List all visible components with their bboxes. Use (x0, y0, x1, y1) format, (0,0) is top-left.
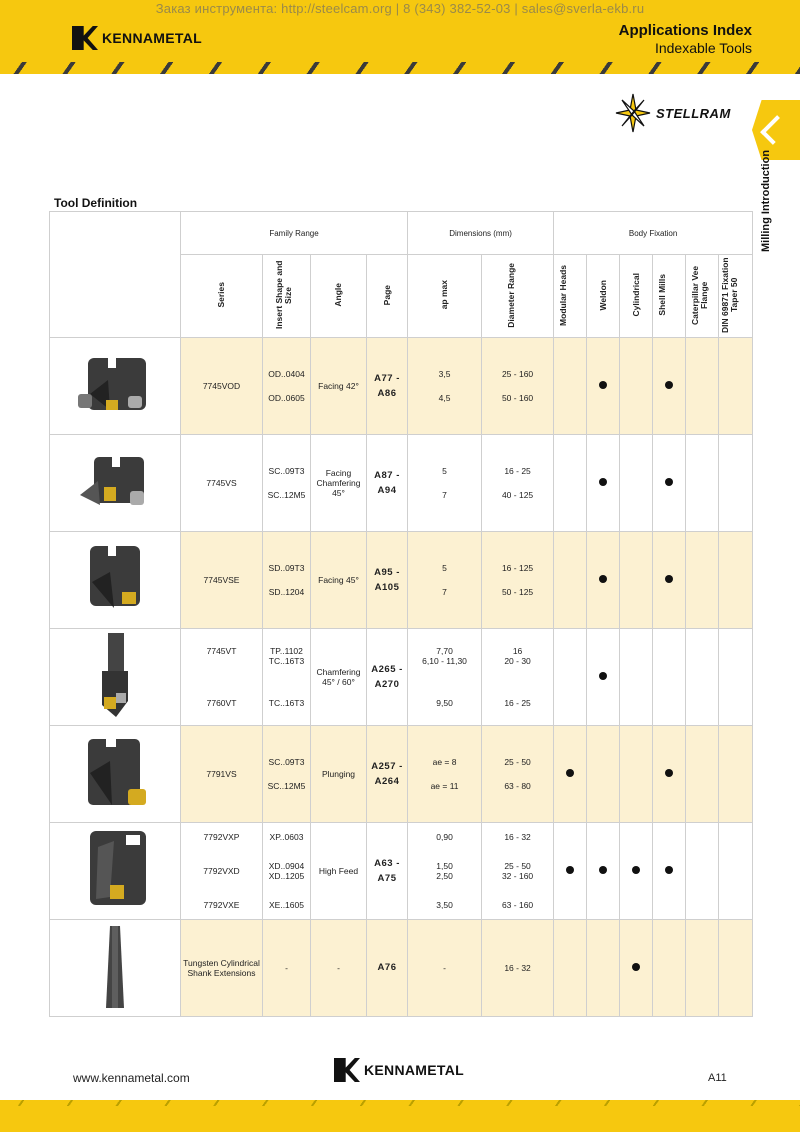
fix-modular (554, 338, 587, 435)
ap-cell: 7,70 6,10 - 11,30 9,50 (408, 629, 482, 726)
series-cell: 7745VSE (181, 532, 263, 629)
page-title: Applications Index (618, 22, 752, 39)
table-row (50, 823, 753, 920)
fix-din (719, 629, 753, 726)
tool-image-7791vs (50, 726, 181, 823)
col-caterpillar: Caterpillar Vee Flange (686, 255, 719, 338)
col-page: Page (367, 255, 408, 338)
table-row (50, 435, 753, 532)
fix-modular (554, 823, 587, 920)
fix-modular (554, 920, 587, 1017)
table-row (50, 920, 753, 1017)
fix-cylindrical (620, 338, 653, 435)
header-stripe (0, 62, 800, 74)
diameter-cell: 16 - 32 25 - 50 32 - 160 63 - 160 (482, 823, 554, 920)
series-cell: 7792VXP 7792VXD 7792VXE (181, 823, 263, 920)
fix-modular (554, 629, 587, 726)
fix-cylindrical (620, 823, 653, 920)
fixation-dot (665, 575, 673, 583)
page-ref-cell[interactable]: A63 - A75 (367, 823, 408, 920)
footer-kennametal-logo (334, 1058, 464, 1082)
kennametal-k-icon (72, 26, 98, 50)
diameter-cell: 16 - 25 40 - 125 (482, 435, 554, 532)
insert-cell: TP..1102 TC..16T3 TC..16T3 (263, 629, 311, 726)
fix-shell (653, 435, 686, 532)
ap-cell: ae = 8 ae = 11 (408, 726, 482, 823)
table-row (50, 338, 753, 435)
fix-cylindrical (620, 920, 653, 1017)
fixation-dot (599, 478, 607, 486)
stellram-star-icon (614, 92, 652, 134)
col-cylindrical: Cylindrical (620, 255, 653, 338)
fix-shell (653, 532, 686, 629)
footer-url[interactable]: www.kennametal.com (73, 1071, 190, 1085)
shank-extension-image (70, 922, 160, 1012)
fixation-dot (632, 866, 640, 874)
tool-definition-table (49, 211, 753, 1017)
footer-logo-text: KENNAMETAL (364, 1062, 464, 1078)
angle-cell: Facing 45° (311, 532, 367, 629)
fixation-dot (632, 963, 640, 971)
kennametal-logo-text: KENNAMETAL (102, 30, 202, 46)
fix-modular (554, 726, 587, 823)
footer-band (0, 1106, 800, 1132)
image-column-header (50, 212, 181, 338)
col-weldon: Weldon (587, 255, 620, 338)
fixation-dot (599, 672, 607, 680)
angle-cell: Facing 42° (311, 338, 367, 435)
series-cell: 7791VS (181, 726, 263, 823)
fixation-dot (599, 381, 607, 389)
table-row (50, 532, 753, 629)
insert-cell: - (263, 920, 311, 1017)
fix-caterpillar (686, 338, 719, 435)
fix-modular (554, 435, 587, 532)
fix-shell (653, 338, 686, 435)
page-ref-cell[interactable]: A87 - A94 (367, 435, 408, 532)
angle-cell: Facing Chamfering 45° (311, 435, 367, 532)
fixation-dot (665, 381, 673, 389)
col-diameter: Diameter Range (482, 255, 554, 338)
fixation-dot (665, 478, 673, 486)
tool-image-7745vs (50, 435, 181, 532)
side-section-label: Milling Introduction (760, 150, 772, 253)
tool-image-7745vt (50, 629, 181, 726)
fix-caterpillar (686, 823, 719, 920)
col-angle: Angle (311, 255, 367, 338)
insert-cell: XP..0603 XD..0904 XD..1205 XE..1605 (263, 823, 311, 920)
diameter-cell: 16 20 - 30 16 - 25 (482, 629, 554, 726)
fixation-dot (566, 769, 574, 777)
fixation-dot (665, 769, 673, 777)
fix-weldon (587, 726, 620, 823)
col-din: DIN 69871 Fixation Taper 50 (719, 255, 753, 338)
fix-cylindrical (620, 532, 653, 629)
fix-weldon (587, 920, 620, 1017)
kennametal-logo (72, 26, 202, 50)
col-ap: ap max (408, 255, 482, 338)
section-title: Tool Definition (54, 196, 138, 210)
angle-cell: Chamfering 45° / 60° (311, 629, 367, 726)
page-ref-cell[interactable]: A76 (367, 920, 408, 1017)
fix-shell (653, 726, 686, 823)
col-insert: Insert Shape and Size (263, 255, 311, 338)
page-ref-cell[interactable]: A265 - A270 (367, 629, 408, 726)
tool-image-7745vse (50, 532, 181, 629)
fix-cylindrical (620, 435, 653, 532)
insert-cell: SC..09T3 SC..12M5 (263, 435, 311, 532)
series-cell: Tungsten Cylindrical Shank Extensions (181, 920, 263, 1017)
angle-cell: Plunging (311, 726, 367, 823)
dimensions-header: Dimensions (mm) (408, 212, 554, 255)
tool-image-extension (50, 920, 181, 1017)
fix-shell (653, 920, 686, 1017)
tool-image-7745vod (50, 338, 181, 435)
fix-din (719, 435, 753, 532)
ap-cell: 3,5 4,5 (408, 338, 482, 435)
diameter-cell: 25 - 160 50 - 160 (482, 338, 554, 435)
ap-cell: 0,90 1,50 2,50 3,50 (408, 823, 482, 920)
fix-weldon (587, 532, 620, 629)
high-feed-mill-image (70, 827, 160, 913)
col-modular: Modular Heads (554, 255, 587, 338)
angle-cell: High Feed (311, 823, 367, 920)
fix-caterpillar (686, 920, 719, 1017)
table-row (50, 629, 753, 726)
col-shell: Shell Mills (653, 255, 686, 338)
fix-weldon (587, 629, 620, 726)
fix-weldon (587, 435, 620, 532)
page-ref-cell[interactable]: A95 - A105 (367, 532, 408, 629)
face-mill-image (70, 447, 160, 517)
table-row (50, 726, 753, 823)
ap-cell: 5 7 (408, 435, 482, 532)
fix-modular (554, 532, 587, 629)
body-fixation-header: Body Fixation (554, 212, 753, 255)
page-ref-cell[interactable]: A77 - A86 (367, 338, 408, 435)
series-cell: 7745VT 7760VT (181, 629, 263, 726)
fix-caterpillar (686, 629, 719, 726)
fix-cylindrical (620, 629, 653, 726)
fix-weldon (587, 823, 620, 920)
kennametal-k-icon (334, 1058, 360, 1082)
chamfer-mill-image (70, 631, 160, 721)
stellram-logo-text: STELLRAM (656, 105, 731, 121)
fix-din (719, 532, 753, 629)
diameter-cell: 16 - 32 (482, 920, 554, 1017)
page-subtitle: Indexable Tools (654, 40, 752, 56)
ap-cell: 5 7 (408, 532, 482, 629)
ap-cell: - (408, 920, 482, 1017)
page-ref-cell[interactable]: A257 - A264 (367, 726, 408, 823)
fix-din (719, 726, 753, 823)
diameter-cell: 16 - 125 50 - 125 (482, 532, 554, 629)
fix-cylindrical (620, 726, 653, 823)
diameter-cell: 25 - 50 63 - 80 (482, 726, 554, 823)
fix-caterpillar (686, 435, 719, 532)
fixation-dot (566, 866, 574, 874)
fix-caterpillar (686, 532, 719, 629)
page-number: A11 (708, 1072, 727, 1084)
insert-cell: SD..09T3 SD..1204 (263, 532, 311, 629)
tool-image-7792vx (50, 823, 181, 920)
angle-cell: - (311, 920, 367, 1017)
face-mill-image (70, 542, 160, 616)
fix-caterpillar (686, 726, 719, 823)
insert-cell: OD..0404 OD..0605 (263, 338, 311, 435)
fix-shell (653, 823, 686, 920)
plunge-mill-image (70, 733, 160, 813)
contact-line[interactable]: Заказ инструмента: http://steelcam.org | 8 (343) 382-52-03 | sales@sverla-ekb.ru (155, 1, 645, 16)
fix-din (719, 823, 753, 920)
fixation-dot (599, 575, 607, 583)
insert-cell: SC..09T3 SC..12M5 (263, 726, 311, 823)
col-series: Series (181, 255, 263, 338)
fix-weldon (587, 338, 620, 435)
stellram-logo (614, 92, 731, 134)
fix-shell (653, 629, 686, 726)
family-range-header: Family Range (181, 212, 408, 255)
series-cell: 7745VS (181, 435, 263, 532)
chevron-left-icon (760, 115, 790, 145)
fix-din (719, 338, 753, 435)
fix-din (719, 920, 753, 1017)
face-mill-image (70, 350, 160, 420)
fixation-dot (599, 866, 607, 874)
series-cell: 7745VOD (181, 338, 263, 435)
fixation-dot (665, 866, 673, 874)
